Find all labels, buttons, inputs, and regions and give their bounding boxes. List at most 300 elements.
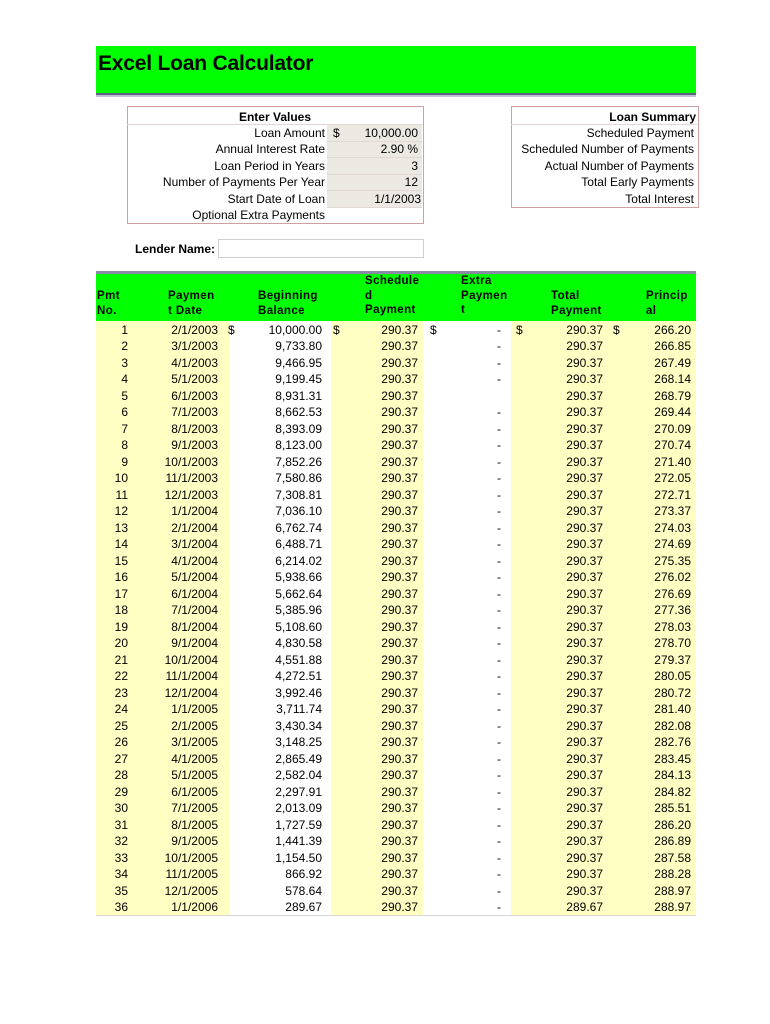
cell-payment-date: 5/1/2004: [171, 570, 218, 584]
cell-principal: 274.03: [654, 520, 691, 535]
cell-scheduled-payment: 290.37: [381, 322, 418, 337]
table-row: [0, 503, 770, 520]
cell-payment-date: 12/1/2003: [164, 487, 218, 502]
cell-total-payment: 290.37: [566, 355, 603, 370]
cell-pmt-no: 7: [121, 421, 128, 436]
page-title: Excel Loan Calculator: [98, 52, 314, 75]
currency-symbol: $: [613, 322, 620, 337]
table-row: [0, 883, 770, 900]
cell-beginning-balance: 8,123.00: [275, 438, 322, 452]
currency-symbol: $: [430, 322, 437, 337]
cell-extra-payment: -: [497, 471, 501, 485]
cell-scheduled-payment: 290.37: [381, 850, 418, 865]
cell-scheduled-payment: 290.37: [381, 718, 418, 733]
cell-beginning-balance: 8,931.31: [275, 388, 322, 403]
table-row: [0, 850, 770, 867]
cell-beginning-balance: 9,733.80: [275, 339, 322, 353]
cell-scheduled-payment: 290.37: [381, 702, 418, 716]
cell-beginning-balance: 866.92: [285, 867, 322, 881]
cell-principal: 269.44: [654, 405, 691, 419]
cell-scheduled-payment: 290.37: [381, 883, 418, 898]
cell-beginning-balance: 4,272.51: [275, 669, 322, 683]
cell-extra-payment: -: [497, 652, 501, 667]
cell-principal: 267.49: [654, 355, 691, 370]
cell-extra-payment: -: [497, 801, 501, 815]
cell-scheduled-payment: 290.37: [381, 768, 418, 782]
cell-payment-date: 2/1/2004: [171, 520, 218, 535]
cell-principal: 278.03: [654, 619, 691, 634]
cell-beginning-balance: 6,214.02: [275, 553, 322, 568]
cell-scheduled-payment: 290.37: [381, 454, 418, 469]
table-row: [0, 322, 770, 339]
table-row: [0, 520, 770, 537]
header-pmt-no: Pmt No.: [97, 290, 120, 317]
cell-pmt-no: 19: [114, 619, 128, 634]
cell-payment-date: 10/1/2003: [164, 454, 218, 469]
cell-extra-payment: -: [497, 867, 501, 881]
header-extra-payment: Extra Paymen t: [461, 275, 508, 316]
table-row: [0, 437, 770, 454]
cell-principal: 273.37: [654, 504, 691, 518]
cell-pmt-no: 29: [114, 784, 128, 799]
cell-principal: 288.28: [654, 867, 691, 881]
cell-principal: 276.69: [654, 586, 691, 601]
cell-scheduled-payment: 290.37: [381, 817, 418, 832]
cell-pmt-no: 34: [114, 867, 128, 881]
cell-payment-date: 4/1/2004: [171, 553, 218, 568]
table-row: [0, 602, 770, 619]
cell-payment-date: 4/1/2005: [171, 751, 218, 766]
cell-extra-payment: -: [497, 636, 501, 650]
cell-principal: 288.97: [654, 900, 691, 914]
cell-extra-payment: -: [497, 355, 501, 370]
cell-pmt-no: 9: [121, 454, 128, 469]
cell-scheduled-payment: 290.37: [381, 735, 418, 749]
start-date-label: Start Date of Loan: [227, 192, 325, 206]
cell-total-payment: 290.37: [566, 586, 603, 601]
cell-payment-date: 9/1/2003: [171, 438, 218, 452]
cell-scheduled-payment: 290.37: [381, 339, 418, 353]
cell-extra-payment: -: [497, 669, 501, 683]
cell-principal: 266.85: [654, 339, 691, 353]
cell-beginning-balance: 2,582.04: [275, 768, 322, 782]
cell-total-payment: 290.37: [566, 570, 603, 584]
cell-total-payment: 290.37: [566, 339, 603, 353]
cell-pmt-no: 14: [114, 537, 128, 551]
table-row: [0, 800, 770, 817]
cell-extra-payment: -: [497, 718, 501, 733]
cell-pmt-no: 11: [115, 487, 128, 502]
cell-scheduled-payment: 290.37: [381, 685, 418, 700]
cell-total-payment: 290.37: [566, 850, 603, 865]
cell-extra-payment: -: [497, 405, 501, 419]
cell-pmt-no: 18: [114, 603, 128, 617]
cell-scheduled-payment: 290.37: [381, 504, 418, 518]
cell-pmt-no: 3: [121, 355, 128, 370]
payments-per-year-label: Number of Payments Per Year: [162, 175, 325, 189]
cell-beginning-balance: 1,727.59: [275, 817, 322, 832]
cell-beginning-balance: 7,308.81: [275, 487, 322, 502]
cell-payment-date: 4/1/2003: [171, 355, 218, 370]
cell-extra-payment: -: [497, 784, 501, 799]
table-row: [0, 338, 770, 355]
cell-total-payment: 290.37: [566, 553, 603, 568]
cell-pmt-no: 20: [114, 636, 128, 650]
cell-pmt-no: 16: [114, 570, 128, 584]
interest-rate-label: Annual Interest Rate: [215, 142, 325, 156]
cell-beginning-balance: 3,711.74: [276, 702, 322, 716]
table-row: [0, 652, 770, 669]
cell-principal: 286.20: [654, 817, 691, 832]
header-total-payment: Total Payment: [551, 290, 602, 317]
currency-symbol: $: [228, 322, 235, 337]
table-row: [0, 899, 770, 916]
cell-pmt-no: 12: [114, 504, 128, 518]
cell-scheduled-payment: 290.37: [381, 652, 418, 667]
cell-extra-payment: -: [497, 487, 501, 502]
cell-principal: 288.97: [654, 883, 691, 898]
cell-beginning-balance: 8,662.53: [275, 405, 322, 419]
cell-scheduled-payment: 290.37: [381, 537, 418, 551]
table-row: [0, 388, 770, 405]
cell-beginning-balance: 4,830.58: [275, 636, 322, 650]
cell-principal: 272.05: [654, 471, 691, 485]
cell-payment-date: 11/1/2004: [165, 669, 218, 683]
cell-scheduled-payment: 290.37: [381, 421, 418, 436]
scheduled-number-label: Scheduled Number of Payments: [521, 142, 694, 156]
table-row: [0, 784, 770, 801]
table-row: [0, 470, 770, 487]
cell-scheduled-payment: 290.37: [381, 669, 418, 683]
header-beginning-balance: Beginning Balance: [258, 290, 318, 317]
cell-extra-payment: -: [497, 834, 501, 848]
lender-name-input[interactable]: [218, 239, 424, 258]
cell-pmt-no: 27: [114, 751, 128, 766]
table-row: [0, 454, 770, 471]
cell-pmt-no: 21: [114, 652, 128, 667]
cell-total-payment: 290.37: [566, 438, 603, 452]
cell-scheduled-payment: 290.37: [381, 751, 418, 766]
extra-payments-label: Optional Extra Payments: [192, 208, 325, 222]
cell-pmt-no: 6: [121, 405, 128, 419]
table-row: [0, 487, 770, 504]
cell-scheduled-payment: 290.37: [381, 834, 418, 848]
cell-payment-date: 1/1/2005: [171, 702, 218, 716]
cell-payment-date: 7/1/2004: [171, 603, 218, 617]
cell-total-payment: 290.37: [566, 520, 603, 535]
actual-number-label: Actual Number of Payments: [544, 159, 694, 173]
cell-total-payment: 290.37: [566, 702, 603, 716]
cell-total-payment: 290.37: [566, 454, 603, 469]
cell-payment-date: 10/1/2004: [164, 652, 218, 667]
cell-payment-date: 9/1/2004: [171, 636, 218, 650]
cell-total-payment: 290.37: [566, 883, 603, 898]
cell-beginning-balance: 3,430.34: [275, 718, 322, 733]
cell-extra-payment: -: [497, 817, 501, 832]
cell-principal: 272.71: [654, 487, 691, 502]
cell-payment-date: 11/1/2005: [165, 867, 218, 881]
cell-extra-payment: -: [497, 850, 501, 865]
table-bottom-rule: [96, 915, 696, 916]
table-row: [0, 817, 770, 834]
table-row: [0, 619, 770, 636]
cell-pmt-no: 32: [114, 834, 128, 848]
cell-beginning-balance: 578.64: [285, 883, 322, 898]
cell-principal: 266.20: [654, 322, 691, 337]
table-row: [0, 734, 770, 751]
cell-extra-payment: -: [497, 537, 501, 551]
currency-symbol: $: [516, 322, 523, 337]
cell-total-payment: 290.37: [566, 322, 603, 337]
cell-beginning-balance: 4,551.88: [275, 652, 322, 667]
cell-scheduled-payment: 290.37: [381, 900, 418, 914]
cell-beginning-balance: 5,662.64: [275, 586, 322, 601]
cell-extra-payment: -: [497, 883, 501, 898]
cell-total-payment: 290.37: [566, 751, 603, 766]
cell-payment-date: 8/1/2005: [171, 817, 218, 832]
cell-principal: 278.70: [654, 636, 691, 650]
cell-beginning-balance: 3,992.46: [275, 685, 322, 700]
cell-pmt-no: 25: [114, 718, 128, 733]
cell-pmt-no: 30: [114, 801, 128, 815]
cell-total-payment: 290.37: [566, 487, 603, 502]
cell-pmt-no: 24: [114, 702, 128, 716]
cell-scheduled-payment: 290.37: [381, 784, 418, 799]
cell-scheduled-payment: 290.37: [381, 570, 418, 584]
cell-beginning-balance: 2,297.91: [275, 784, 322, 799]
header-payment-date: Paymen t Date: [168, 290, 215, 317]
cell-scheduled-payment: 290.37: [381, 867, 418, 881]
cell-payment-date: 7/1/2003: [171, 405, 218, 419]
loan-amount-label: Loan Amount: [254, 126, 325, 140]
cell-payment-date: 3/1/2005: [171, 735, 218, 749]
cell-total-payment: 290.37: [566, 471, 603, 485]
cell-total-payment: 290.37: [566, 867, 603, 881]
cell-extra-payment: -: [497, 702, 501, 716]
cell-scheduled-payment: 290.37: [381, 355, 418, 370]
cell-payment-date: 11/1/2003: [165, 471, 218, 485]
cell-payment-date: 2/1/2003: [171, 322, 218, 337]
cell-payment-date: 8/1/2004: [171, 619, 218, 634]
cell-beginning-balance: 5,385.96: [275, 603, 322, 617]
start-date-input[interactable]: 1/1/2003: [374, 192, 421, 206]
cell-extra-payment: -: [497, 768, 501, 782]
cell-total-payment: 290.37: [566, 718, 603, 733]
cell-payment-date: 3/1/2003: [171, 339, 218, 353]
loan-period-input[interactable]: 3: [411, 159, 418, 173]
cell-extra-payment: -: [497, 570, 501, 584]
cell-beginning-balance: 7,036.10: [275, 504, 322, 518]
cell-pmt-no: 5: [121, 388, 128, 403]
table-row: [0, 718, 770, 735]
cell-beginning-balance: 9,466.95: [275, 355, 322, 370]
cell-extra-payment: -: [497, 735, 501, 749]
cell-pmt-no: 8: [121, 438, 128, 452]
cell-pmt-no: 28: [114, 768, 128, 782]
table-row: [0, 866, 770, 883]
cell-pmt-no: 23: [114, 685, 128, 700]
cell-pmt-no: 1: [121, 322, 128, 337]
interest-rate-input[interactable]: 2.90 %: [380, 142, 418, 156]
cell-principal: 282.08: [654, 718, 691, 733]
cell-pmt-no: 4: [121, 372, 128, 386]
cell-payment-date: 5/1/2003: [171, 372, 218, 386]
cell-payment-date: 2/1/2005: [171, 718, 218, 733]
cell-pmt-no: 2: [121, 339, 128, 353]
cell-principal: 285.51: [654, 801, 691, 815]
lender-name-label: Lender Name:: [135, 242, 216, 256]
cell-beginning-balance: 1,441.39: [275, 834, 322, 848]
cell-extra-payment: -: [497, 372, 501, 386]
table-row: [0, 569, 770, 586]
cell-payment-date: 1/1/2006: [171, 900, 218, 914]
cell-beginning-balance: 2,865.49: [275, 751, 322, 766]
table-row: [0, 586, 770, 603]
cell-total-payment: 290.37: [566, 768, 603, 782]
loan-amount-input[interactable]: 10,000.00: [364, 126, 418, 140]
header-scheduled-payment: Schedule d Payment: [365, 275, 420, 316]
cell-principal: 287.58: [654, 850, 691, 865]
cell-beginning-balance: 1,154.50: [275, 850, 322, 865]
cell-payment-date: 8/1/2003: [171, 421, 218, 436]
payments-per-year-input[interactable]: 12: [404, 175, 418, 189]
cell-principal: 268.79: [654, 388, 691, 403]
table-row: [0, 767, 770, 784]
cell-payment-date: 5/1/2005: [171, 768, 218, 782]
cell-total-payment: 290.37: [566, 537, 603, 551]
table-row: [0, 371, 770, 388]
table-row: [0, 553, 770, 570]
table-row: [0, 421, 770, 438]
cell-extra-payment: -: [497, 603, 501, 617]
cell-payment-date: 10/1/2005: [164, 850, 218, 865]
table-row: [0, 536, 770, 553]
cell-total-payment: 290.37: [566, 372, 603, 386]
cell-pmt-no: 31: [114, 817, 128, 832]
table-row: [0, 685, 770, 702]
cell-principal: 280.72: [654, 685, 691, 700]
cell-scheduled-payment: 290.37: [381, 586, 418, 601]
cell-extra-payment: -: [497, 504, 501, 518]
cell-scheduled-payment: 290.37: [381, 471, 418, 485]
cell-principal: 282.76: [654, 735, 691, 749]
cell-pmt-no: 35: [114, 883, 128, 898]
cell-principal: 275.35: [654, 553, 691, 568]
cell-scheduled-payment: 290.37: [381, 801, 418, 815]
cell-payment-date: 12/1/2004: [164, 685, 218, 700]
cell-extra-payment: -: [497, 586, 501, 601]
cell-beginning-balance: 289.67: [285, 900, 322, 914]
cell-beginning-balance: 3,148.25: [275, 735, 322, 749]
cell-extra-payment: -: [497, 751, 501, 766]
cell-extra-payment: -: [497, 454, 501, 469]
cell-extra-payment: -: [497, 553, 501, 568]
cell-extra-payment: -: [497, 438, 501, 452]
cell-beginning-balance: 6,762.74: [275, 520, 322, 535]
cell-pmt-no: 22: [114, 669, 128, 683]
cell-principal: 284.13: [654, 768, 691, 782]
cell-principal: 283.45: [654, 751, 691, 766]
cell-total-payment: 290.37: [566, 603, 603, 617]
loan-period-label: Loan Period in Years: [214, 159, 325, 173]
cell-total-payment: 290.37: [566, 636, 603, 650]
cell-extra-payment: -: [497, 619, 501, 634]
cell-scheduled-payment: 290.37: [381, 603, 418, 617]
cell-extra-payment: -: [497, 520, 501, 535]
cell-pmt-no: 26: [114, 735, 128, 749]
cell-beginning-balance: 7,580.86: [275, 471, 322, 485]
cell-scheduled-payment: 290.37: [381, 636, 418, 650]
cell-scheduled-payment: 290.37: [381, 619, 418, 634]
table-row: [0, 751, 770, 768]
cell-pmt-no: 13: [114, 520, 128, 535]
table-row: [0, 701, 770, 718]
cell-total-payment: 290.37: [566, 652, 603, 667]
cell-extra-payment: -: [497, 322, 501, 337]
cell-total-payment: 289.67: [566, 900, 603, 914]
cell-total-payment: 290.37: [566, 669, 603, 683]
extra-payments-input[interactable]: [330, 207, 418, 222]
cell-principal: 286.89: [654, 834, 691, 848]
total-early-label: Total Early Payments: [581, 175, 694, 189]
cell-principal: 277.36: [654, 603, 691, 617]
cell-scheduled-payment: 290.37: [381, 520, 418, 535]
cell-principal: 274.69: [654, 537, 691, 551]
cell-total-payment: 290.37: [566, 834, 603, 848]
cell-beginning-balance: 5,108.60: [275, 619, 322, 634]
title-bar: [96, 46, 696, 93]
cell-pmt-no: 33: [114, 850, 128, 865]
cell-scheduled-payment: 290.37: [381, 487, 418, 502]
cell-scheduled-payment: 290.37: [381, 372, 418, 386]
cell-principal: 270.74: [654, 438, 691, 452]
cell-payment-date: 6/1/2004: [171, 586, 218, 601]
cell-payment-date: 12/1/2005: [164, 883, 218, 898]
cell-beginning-balance: 10,000.00: [268, 322, 322, 337]
table-row: [0, 668, 770, 685]
enter-values-heading: Enter Values: [238, 110, 312, 124]
cell-principal: 281.40: [654, 702, 691, 716]
cell-payment-date: 6/1/2005: [171, 784, 218, 799]
cell-pmt-no: 17: [114, 586, 128, 601]
table-row: [0, 404, 770, 421]
cell-payment-date: 3/1/2004: [171, 537, 218, 551]
cell-pmt-no: 36: [114, 900, 128, 914]
cell-extra-payment: -: [497, 900, 501, 914]
cell-extra-payment: -: [497, 421, 501, 436]
title-divider-shadow: [96, 95, 696, 97]
header-principal: Princip al: [646, 290, 688, 317]
cell-beginning-balance: 9,199.45: [275, 372, 322, 386]
cell-payment-date: 9/1/2005: [171, 834, 218, 848]
cell-total-payment: 290.37: [566, 735, 603, 749]
cell-total-payment: 290.37: [566, 784, 603, 799]
table-row: [0, 635, 770, 652]
cell-principal: 271.40: [654, 454, 691, 469]
cell-extra-payment: -: [497, 685, 501, 700]
currency-symbol: $: [333, 322, 340, 337]
cell-beginning-balance: 8,393.09: [275, 421, 322, 436]
total-interest-label: Total Interest: [625, 192, 694, 206]
cell-payment-date: 1/1/2004: [171, 504, 218, 518]
cell-beginning-balance: 2,013.09: [275, 801, 322, 815]
cell-total-payment: 290.37: [566, 504, 603, 518]
cell-total-payment: 290.37: [566, 801, 603, 815]
scheduled-payment-label: Scheduled Payment: [586, 126, 694, 140]
cell-beginning-balance: 7,852.26: [275, 454, 322, 469]
cell-principal: 284.82: [654, 784, 691, 799]
cell-principal: 280.05: [654, 669, 691, 683]
